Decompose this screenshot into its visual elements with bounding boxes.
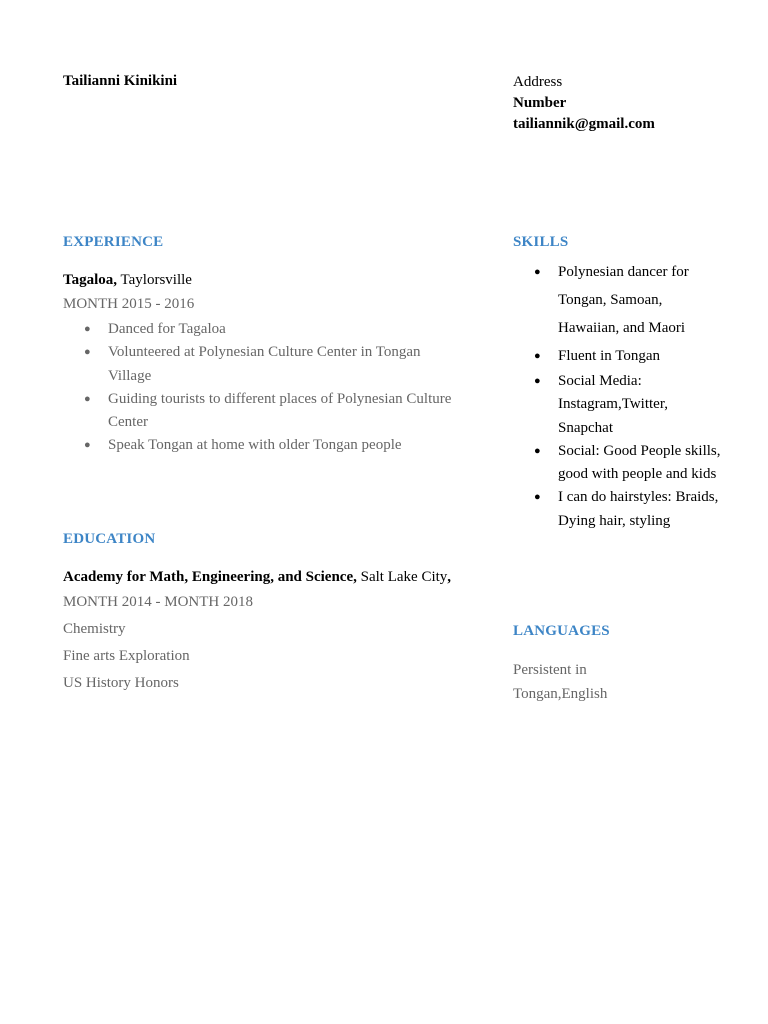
experience-location: Taylorsville: [117, 272, 192, 288]
list-item: ● Guiding tourists to different places of Polynesian Culture Center: [63, 388, 463, 435]
contact-number: Number: [513, 95, 567, 111]
experience-employer-line: [63, 271, 192, 289]
experience-heading: EXPERIENCE: [63, 234, 164, 250]
skills-bullet-list: [513, 258, 723, 533]
bullet-icon: ●: [534, 350, 541, 362]
bullet-icon: ●: [84, 392, 91, 405]
list-item: ● Fluent in Tongan: [513, 342, 723, 370]
bullet-icon: ●: [84, 346, 91, 359]
languages-text: Persistent in Tongan,English: [513, 662, 608, 702]
bullet-icon: ●: [534, 444, 541, 457]
contact-email: tailiannik@gmail.com: [513, 116, 655, 132]
education-school-line: [63, 568, 451, 586]
experience-dates: MONTH 2015 - 2016: [63, 296, 195, 312]
skills-heading: SKILLS: [513, 234, 569, 250]
bullet-icon: ●: [534, 266, 541, 278]
list-item: ● Volunteered at Polynesian Culture Center in Tongan Village: [63, 341, 463, 388]
bullet-icon: ●: [84, 439, 91, 452]
education-city: Salt Lake City: [356, 569, 448, 585]
list-item: ● Polynesian dancer for Tongan, Samoan, Hawaiian, and Maori: [513, 258, 723, 342]
experience-bullet-list: [63, 318, 463, 458]
list-item: ● Speak Tongan at home with older Tongan people: [63, 434, 463, 457]
languages-heading: LANGUAGES: [513, 623, 610, 639]
bullet-icon: ●: [534, 491, 541, 504]
education-dates: MONTH 2014 - MONTH 2018: [63, 594, 253, 610]
list-item: ● Danced for Tagaloa: [63, 318, 463, 341]
education-school: Academy for Math, Engineering, and Science,: [63, 569, 357, 585]
contact-block: [513, 72, 655, 135]
experience-employer: Tagaloa,: [63, 272, 118, 288]
education-heading: EDUCATION: [63, 531, 156, 547]
education-courses: [63, 616, 190, 697]
resume-name: Tailianni Kinikini: [63, 73, 178, 89]
bullet-icon: ●: [534, 375, 541, 387]
list-item: ● Social Media: Instagram,Twitter, Snapchat: [513, 370, 723, 440]
education-course: US History Honors: [63, 675, 179, 691]
list-item: ● Social: Good People skills, good with people and kids: [513, 440, 723, 487]
education-comma: ,: [447, 569, 452, 585]
education-course: Fine arts Exploration: [63, 648, 190, 664]
contact-address: Address: [513, 74, 563, 90]
education-course: Chemistry: [63, 621, 126, 637]
bullet-icon: ●: [84, 323, 91, 335]
list-item: ● I can do hairstyles: Braids, Dying hair, styling: [513, 486, 723, 533]
